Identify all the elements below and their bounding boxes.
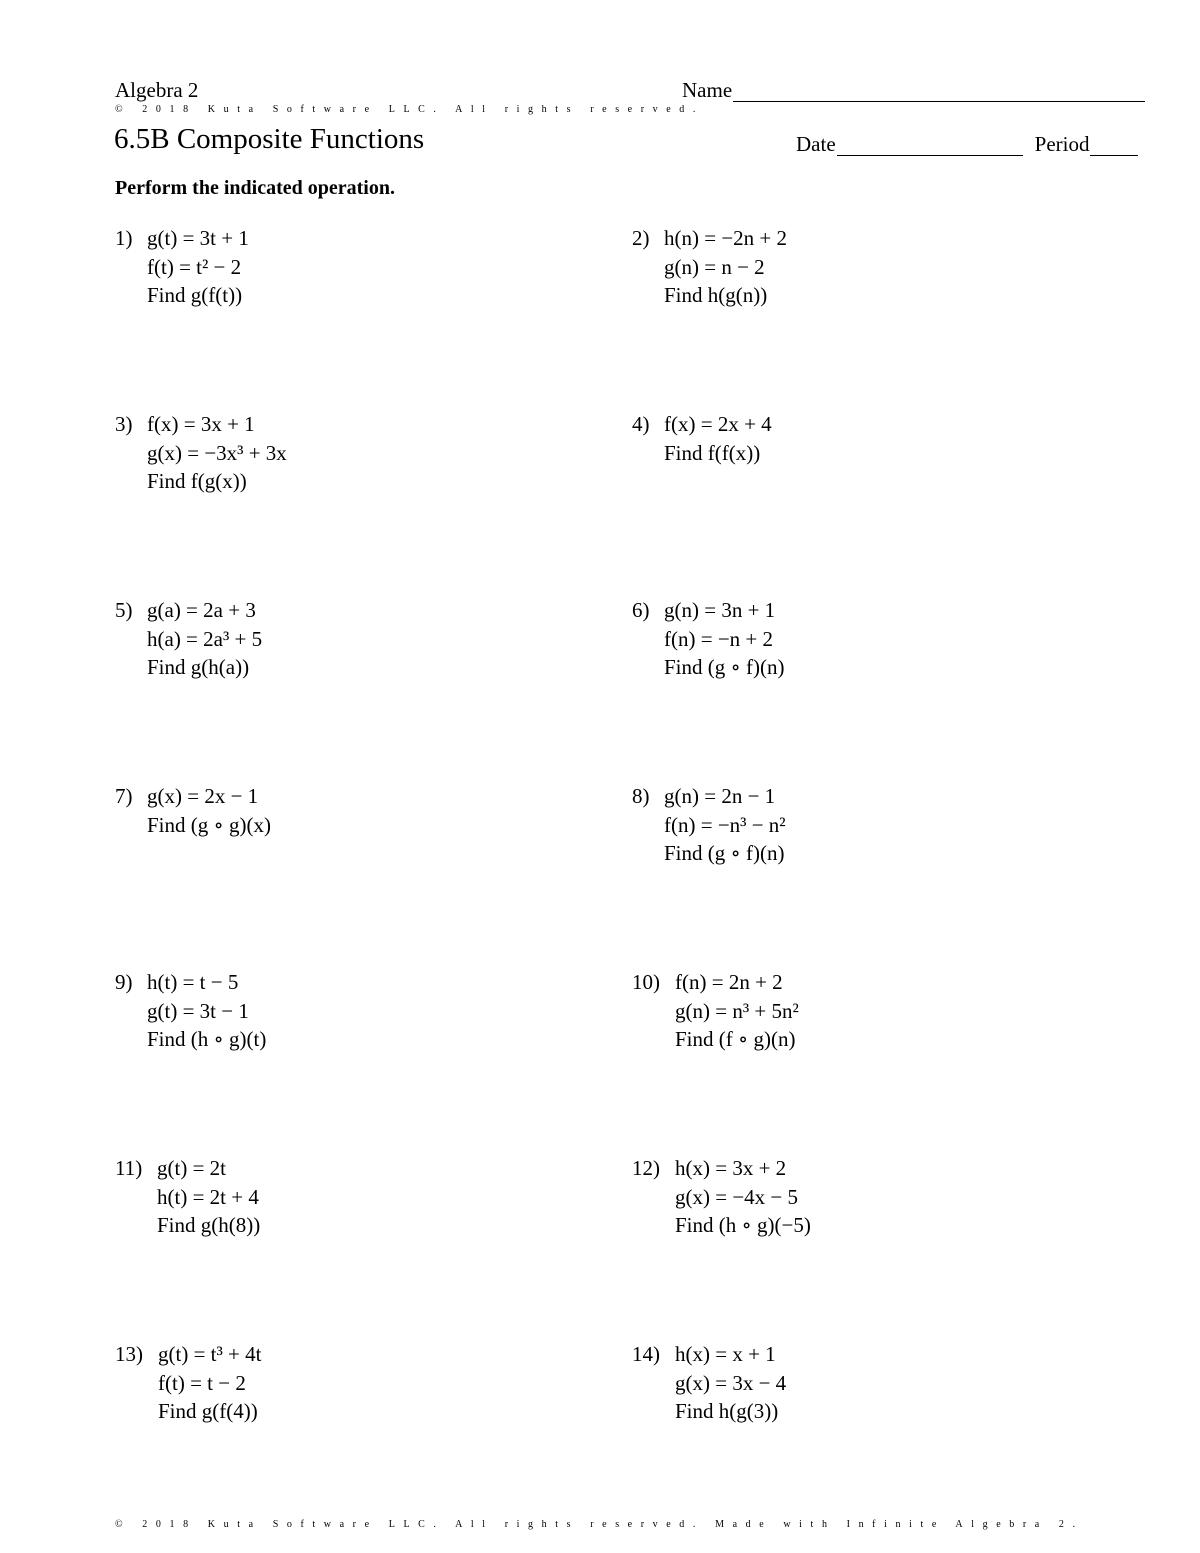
problem-number: 7) — [115, 784, 133, 808]
problem-line: h(t) = 2t + 4 — [157, 1184, 259, 1209]
problem-line: f(x) = 2x + 4 — [664, 412, 772, 436]
instructions: Perform the indicated operation. — [115, 177, 395, 199]
problem-number: 2) — [632, 226, 650, 250]
problem-number: 11) — [115, 1156, 143, 1180]
date-blank-line[interactable] — [837, 135, 1023, 156]
problem-line: g(n) = n³ + 5n² — [675, 998, 799, 1023]
problem-line: f(n) = −n + 2 — [664, 626, 774, 651]
problem-line: h(n) = −2n + 2 — [664, 226, 788, 250]
problem-number: 4) — [632, 412, 650, 436]
problem-number: 13) — [115, 1342, 143, 1366]
problem-number: 12) — [632, 1156, 660, 1180]
problem-line: h(a) = 2a³ + 5 — [147, 626, 263, 651]
problem-number: 14) — [632, 1342, 660, 1366]
problem-line: f(t) = t² − 2 — [147, 254, 242, 279]
problem-line: g(t) = 2t — [157, 1156, 226, 1180]
period-blank-line[interactable] — [1090, 135, 1138, 156]
problem-line: Find (g ∘ f)(n) — [664, 841, 785, 865]
problem-number: 8) — [632, 784, 650, 808]
problem-line: g(a) = 2a + 3 — [147, 598, 256, 622]
problem-number: 6) — [632, 598, 650, 622]
problem-line: g(n) = 2n − 1 — [664, 784, 776, 808]
problem-number: 10) — [632, 970, 660, 994]
problem-line: f(x) = 3x + 1 — [147, 412, 255, 436]
problem-line: Find g(f(4)) — [158, 1399, 258, 1423]
problem-number: 9) — [115, 970, 133, 994]
problem-line: f(n) = 2n + 2 — [675, 970, 783, 994]
problem-line: Find g(h(8)) — [157, 1213, 261, 1237]
problem-line: Find (h ∘ g)(−5) — [675, 1213, 811, 1237]
problem-line: g(t) = 3t − 1 — [147, 998, 249, 1023]
problem-line: g(t) = t³ + 4t — [158, 1342, 262, 1366]
problem-line: Find g(f(t)) — [147, 283, 243, 307]
problem-line: Find h(g(3)) — [675, 1399, 779, 1423]
problem-number: 5) — [115, 598, 133, 622]
problem-line: h(x) = x + 1 — [675, 1342, 776, 1366]
problem-line: Find f(f(x)) — [664, 440, 761, 465]
problem-number: 3) — [115, 412, 133, 436]
problem-line: h(t) = t − 5 — [147, 970, 239, 994]
problem-line: Find g(h(a)) — [147, 655, 250, 679]
problem-line: h(x) = 3x + 2 — [675, 1156, 787, 1180]
problem-line: Find (f ∘ g)(n) — [675, 1027, 796, 1051]
name-blank-line[interactable] — [733, 81, 1145, 102]
problem-line: g(x) = −4x − 5 — [675, 1184, 799, 1209]
problem-line: f(t) = t − 2 — [158, 1370, 246, 1395]
footer-copyright: © 2018 Kuta Software LLC. All rights reserved. Made with Infinite Algebra 2. — [115, 1519, 1084, 1530]
period-label: Period — [1034, 132, 1090, 156]
problem-line: g(n) = n − 2 — [664, 254, 765, 279]
page-title: 6.5B Composite Functions — [114, 123, 425, 155]
problem-line: g(x) = −3x³ + 3x — [147, 440, 287, 465]
name-label: Name — [682, 78, 733, 102]
copyright-notice: © 2018 Kuta Software LLC. All rights reserved. — [115, 104, 704, 115]
problem-line: Find (h ∘ g)(t) — [147, 1027, 267, 1051]
course-name: Algebra 2 — [115, 78, 199, 102]
problem-line: Find (g ∘ g)(x) — [147, 812, 272, 837]
problem-line: Find f(g(x)) — [147, 469, 247, 493]
problem-line: g(t) = 3t + 1 — [147, 226, 249, 250]
problem-line: g(x) = 3x − 4 — [675, 1370, 787, 1395]
problem-line: Find (g ∘ f)(n) — [664, 655, 785, 679]
name-field[interactable] — [682, 78, 1145, 102]
date-period-row — [796, 132, 1138, 156]
problem-line: g(x) = 2x − 1 — [147, 784, 259, 808]
problem-line: Find h(g(n)) — [664, 283, 768, 307]
problem-line: f(n) = −n³ − n² — [664, 812, 786, 837]
problem-number: 1) — [115, 226, 133, 250]
problem-line: g(n) = 3n + 1 — [664, 598, 776, 622]
date-label: Date — [796, 132, 836, 156]
